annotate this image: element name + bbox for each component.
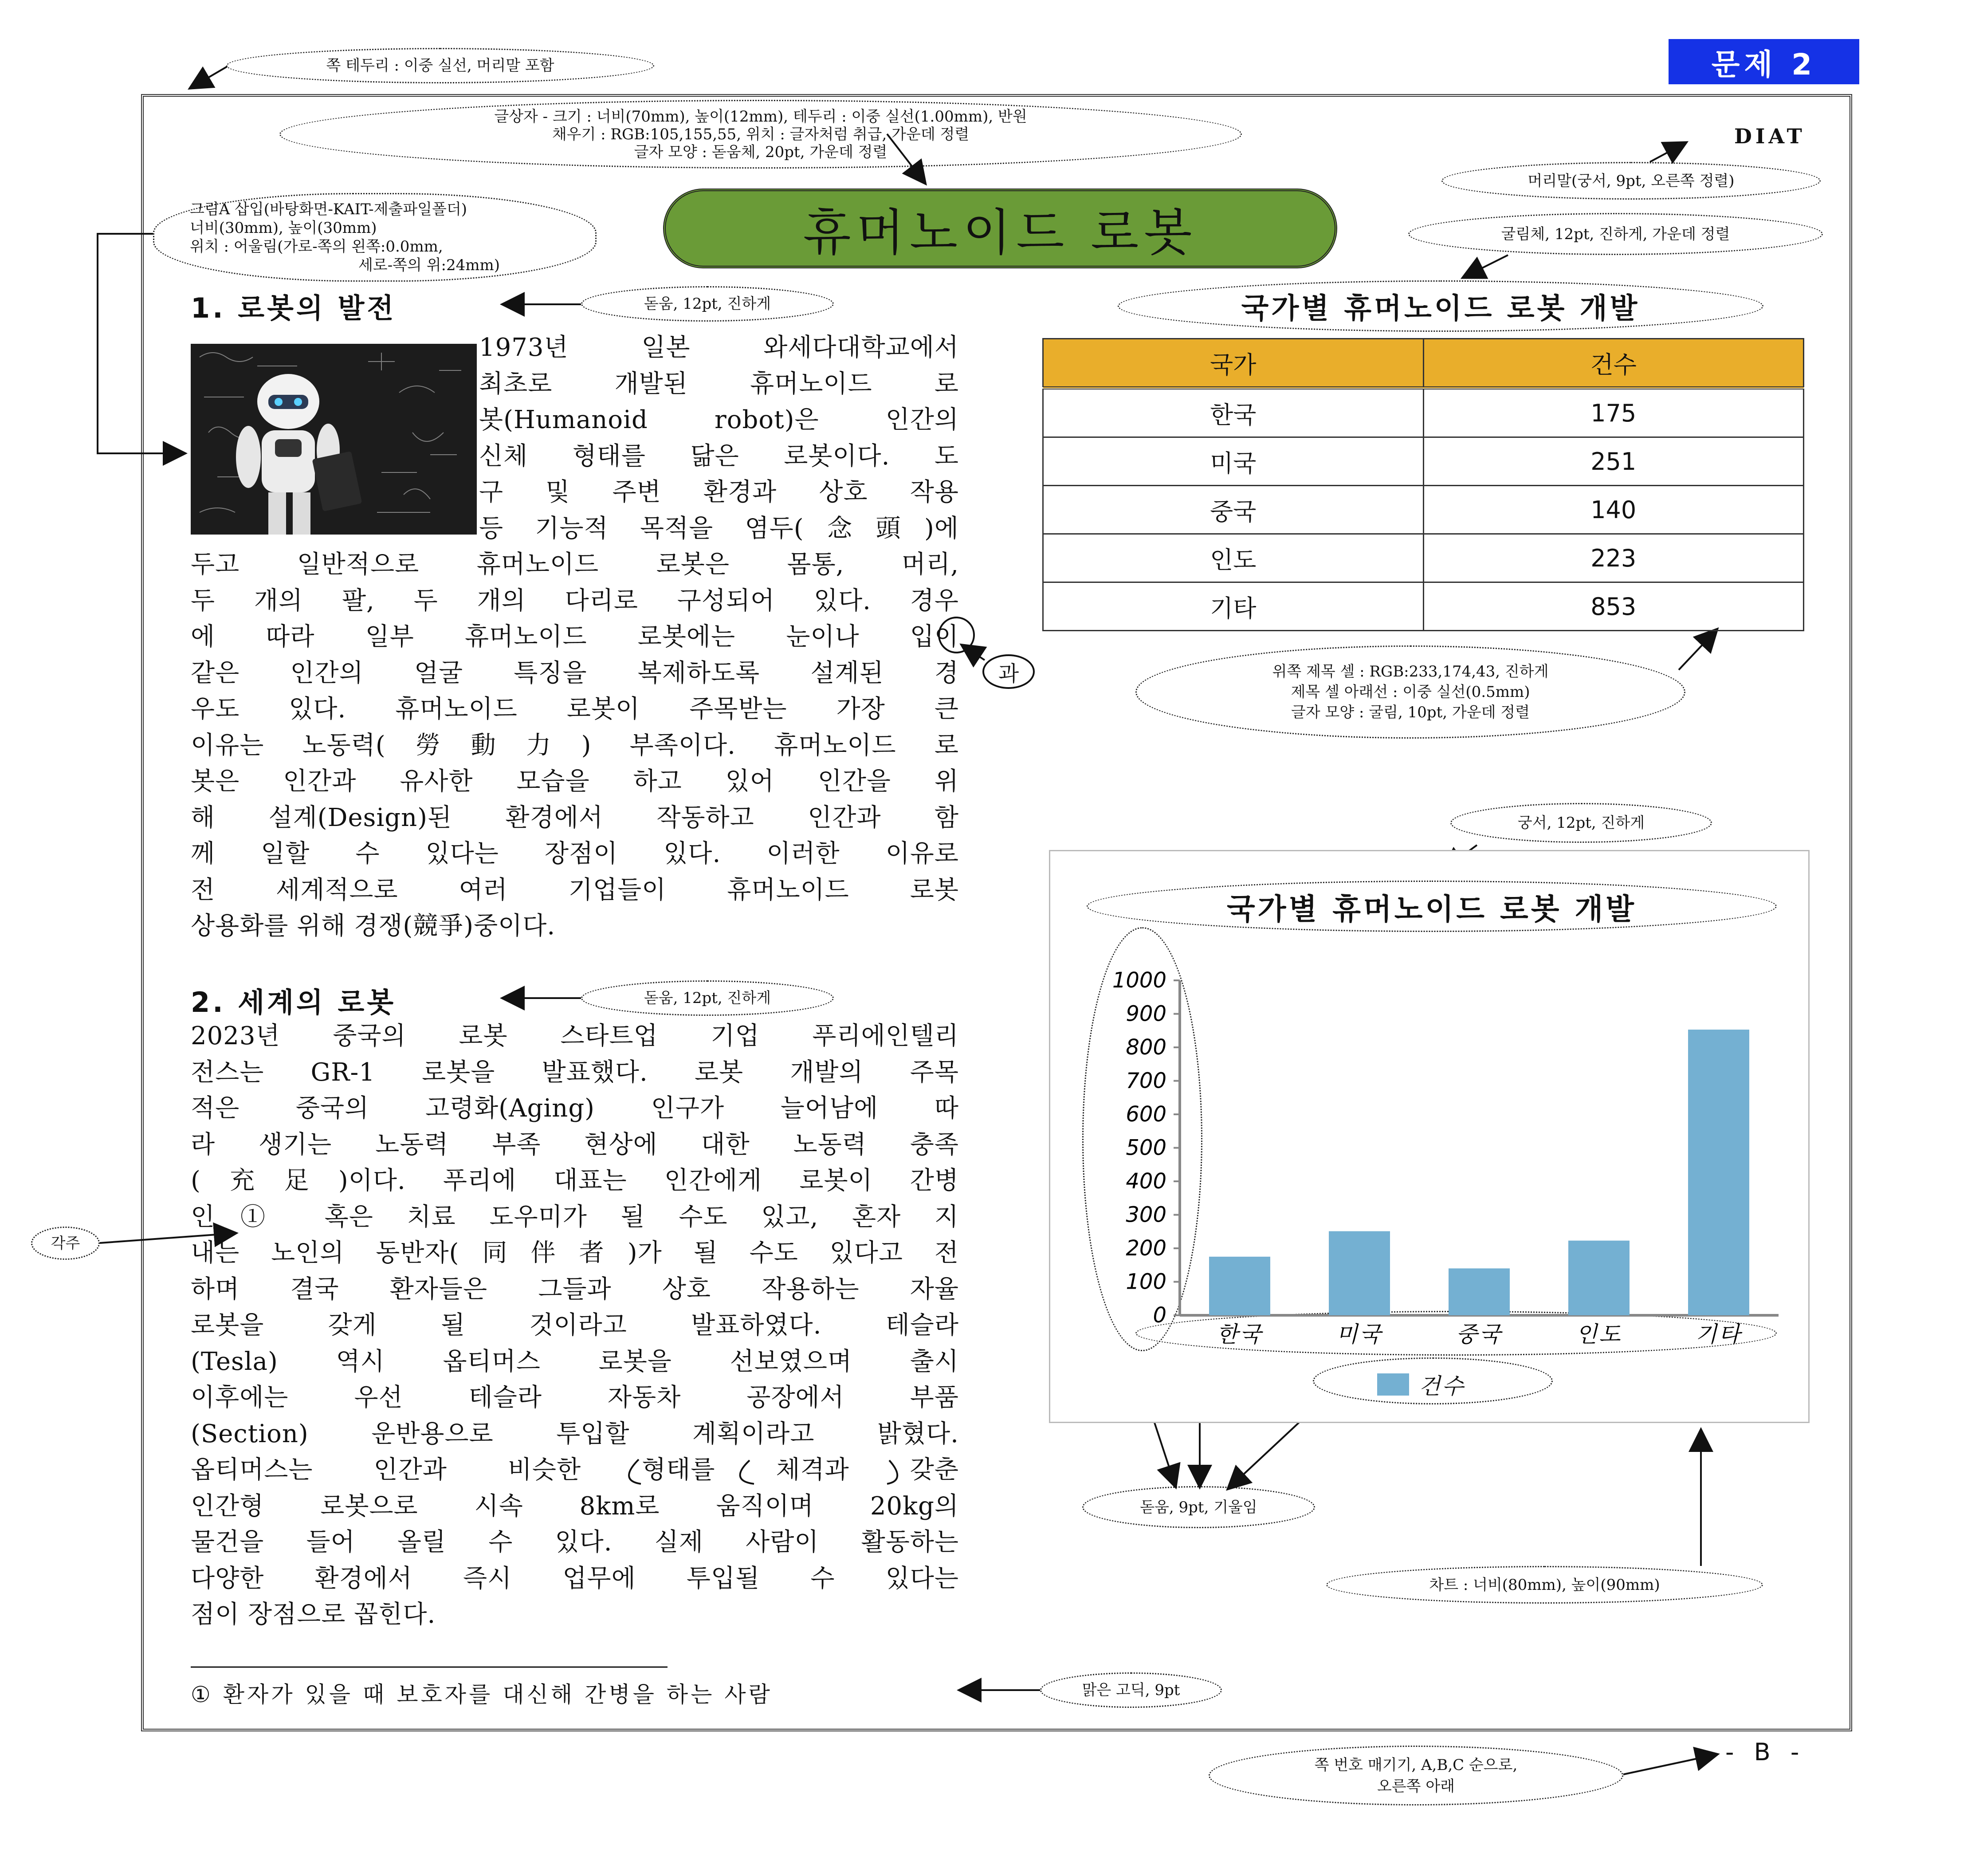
- text-line: 봇은 인간과 유사한 모습을 하고 있어 인간을 위: [191, 767, 959, 796]
- text-line: 1973년 일본 와세다대학교에서: [479, 333, 959, 362]
- text-line: 전스는 GR-1 로봇을 발표했다. 로봇 개발의 주목: [191, 1058, 959, 1087]
- x-tick-label: 기타: [1695, 1321, 1742, 1347]
- text-line: 우도 있다. 휴머노이드 로봇이 주목받는 가장 큰: [191, 695, 959, 724]
- y-tick-label: 900: [1126, 1001, 1166, 1026]
- text-line: 두고 일반적으로 휴머노이드 로봇은 몸통, 머리,: [191, 550, 959, 579]
- y-tick-label: 800: [1126, 1035, 1166, 1060]
- table-cell: 미국: [1043, 437, 1424, 486]
- table-cell: 853: [1423, 582, 1804, 631]
- callout-page-numbering: 쪽 번호 매기기, A,B,C 순으로, 오른쪽 아래: [1209, 1746, 1623, 1805]
- callout-heading2: 돋움, 12pt, 진하게: [581, 980, 834, 1016]
- text-line: 두 개의 팔, 두 개의 다리로 구성되어 있다. 경우: [191, 586, 959, 615]
- text-line: 인간형 로봇으로 시속 8km로 움직이며 20kg의: [191, 1491, 959, 1521]
- table-cell: 중국: [1043, 486, 1424, 534]
- text-line: 신체 형태를 닮은 로봇이다. 도: [479, 441, 959, 471]
- y-tick-label: 400: [1126, 1169, 1166, 1194]
- problem-badge: 문제 2: [1669, 39, 1859, 84]
- y-tick-label: 200: [1126, 1236, 1166, 1261]
- chart-bar: [1329, 1231, 1390, 1315]
- x-tick-label: 미국: [1336, 1321, 1383, 1347]
- text-line: 라 생기는 노동력 부족 현상에 대한 노동력 충족: [191, 1130, 959, 1159]
- table-cell: 한국: [1043, 388, 1424, 437]
- y-tick-label: 100: [1126, 1269, 1166, 1294]
- table-cell: 223: [1423, 534, 1804, 582]
- text-line: 하며 결국 환자들은 그들과 상호 작용하는 자율: [191, 1274, 959, 1304]
- callout-chart-title: 궁서, 12pt, 진하게: [1450, 803, 1712, 843]
- text-line: (Section) 운반용으로 투입할 계획이라고 밝혔다.: [191, 1419, 959, 1448]
- y-tick-label: 500: [1126, 1135, 1166, 1160]
- callout-header: 머리말(궁서, 9pt, 오른쪽 정렬): [1441, 162, 1821, 200]
- table-header-cell: 건수: [1423, 339, 1804, 388]
- text-line: 등 기능적 목적을 염두(念頭)에: [479, 514, 959, 543]
- table-cell: 기타: [1043, 582, 1424, 631]
- x-tick-label: 한국: [1216, 1321, 1263, 1347]
- text-line: 인① 혹은 치료 도우미가 될 수도 있고, 혼자 지: [191, 1202, 959, 1231]
- header-text: DIAT: [1734, 124, 1806, 148]
- text-line: (充足)이다. 푸리에 대표는 인간에게 로봇이 간병: [191, 1166, 959, 1195]
- text-line: 해 설계(Design)된 환경에서 작동하고 인간과 함: [191, 803, 959, 832]
- chart-bar: [1449, 1268, 1510, 1315]
- text-line: 전 세계적으로 여러 기업들이 휴머노이드 로봇: [191, 875, 959, 905]
- callout-image: 그림A 삽입(바탕화면-KAIT-제출파일폴더) 너비(30mm), 높이(30mm) 위치 : 어울림(가로-쪽의 왼쪽:0.0mm, 세로-쪽의 위:24mm): [153, 193, 597, 282]
- table-cell: 175: [1423, 388, 1804, 437]
- y-tick-label: 0: [1153, 1303, 1166, 1328]
- chart-bar: [1209, 1257, 1270, 1315]
- y-tick-label: 1000: [1112, 968, 1166, 993]
- callout-title-box: 글상자 - 크기 : 너비(70mm), 높이(12mm), 테두리 : 이중 실선(1.00mm), 반원 채우기 : RGB:105,155,55, 위치 : 글자처럼 취급, 가운데 정렬 글자 모양 : 돋움체, 20pt, 가운데 정렬: [279, 100, 1242, 169]
- text-line: (Tesla) 역시 옵티머스 로봇을 선보였으며 출시: [191, 1347, 959, 1376]
- callout-table-title: 굴림체, 12pt, 진하게, 가운데 정렬: [1408, 213, 1823, 255]
- chart-bar: [1568, 1241, 1630, 1315]
- legend-label: 건수: [1419, 1373, 1465, 1399]
- callout-chart-size: 차트 : 너비(80mm), 높이(90mm): [1326, 1566, 1763, 1604]
- text-line: 이유는 노동력(勞動力) 부족이다. 휴머노이드 로: [191, 731, 959, 760]
- text-line: 옵티머스는 인간과 비슷한 형태를 체격과 갖춘: [191, 1455, 959, 1484]
- text-line: 상용화를 위해 경쟁(競爭)중이다.: [191, 912, 556, 940]
- text-line: 께 일할 수 있다는 장점이 있다. 이러한 이유로: [191, 839, 959, 868]
- table-title-text: 국가별 휴머노이드 로봇 개발: [1241, 292, 1640, 325]
- text-line: 점이 장점으로 꼽힌다.: [191, 1600, 436, 1629]
- text-line: 2023년 중국의 로봇 스타트업 기업 푸리에인텔리: [191, 1022, 959, 1050]
- text-line: 최초로 개발된 휴머노이드 로: [479, 369, 959, 398]
- chart-bar: [1688, 1030, 1749, 1315]
- footnote: ① 환자가 있을 때 보호자를 대신해 간병을 하는 사람: [191, 1682, 773, 1707]
- text-line: 이후에는 우선 테슬라 자동차 공장에서 부품: [191, 1383, 959, 1412]
- callout-heading1: 돋움, 12pt, 진하게: [581, 286, 834, 322]
- callout-page-border: 쪽 테두리 : 이중 실선, 머리말 포함: [226, 48, 654, 83]
- text-line: 다양한 환경에서 즉시 업무에 투입될 수 있다는: [191, 1564, 959, 1593]
- y-tick-label: 700: [1126, 1068, 1166, 1093]
- text-line: 물건을 들어 올릴 수 있다. 실제 사람이 활동하는: [191, 1528, 959, 1557]
- text-line: 적은 중국의 고령화(Aging) 인구가 늘어남에 따: [191, 1094, 959, 1123]
- callout-footnote-font: 맑은 고딕, 9pt: [1040, 1672, 1222, 1708]
- x-tick-label: 중국: [1456, 1321, 1503, 1347]
- chart-legend: [1377, 1369, 1465, 1400]
- table-cell: 인도: [1043, 534, 1424, 582]
- text-line: 같은 인간의 얼굴 특징을 복제하도록 설계된 경: [191, 658, 959, 688]
- x-tick-label: 인도: [1575, 1321, 1622, 1347]
- table-cell: 251: [1423, 437, 1804, 486]
- text-line: 봇(Humanoid robot)은 인간의: [479, 405, 959, 434]
- callout-table-style: 위쪽 제목 셀 : RGB:233,174,43, 진하게 제목 셀 아래선 : 이중 실선(0.5mm) 글자 모양 : 굴림, 10pt, 가운데 정렬: [1135, 645, 1685, 739]
- text-line: 에 따라 일부 휴머노이드 로봇에는 눈이나 입이: [191, 622, 959, 651]
- table-header-cell: 국가: [1043, 339, 1424, 388]
- legend-swatch: [1377, 1373, 1409, 1396]
- chart-title-text: 국가별 휴머노이드 로봇 개발: [1226, 892, 1637, 926]
- page-number: - B -: [1725, 1738, 1806, 1766]
- section1-heading: 1. 로봇의 발전: [191, 292, 397, 324]
- section2-heading: 2. 세계의 로봇: [191, 986, 397, 1019]
- y-tick-label: 600: [1126, 1102, 1166, 1127]
- callout-footnote-mark: 각주: [31, 1227, 100, 1260]
- title-text: 휴머노이드 로봇: [803, 204, 1198, 262]
- typo-fix-text: 과: [998, 661, 1019, 686]
- text-line: 로봇을 갖게 될 것이라고 발표하였다. 테슬라: [191, 1311, 959, 1340]
- text-line: 구 및 주변 환경과 상호 작용: [479, 478, 959, 507]
- text-line: 내는 노인의 동반자(同伴者)가 될 수도 있다고 전: [191, 1239, 959, 1267]
- callout-axis-font: 돋움, 9pt, 기울임: [1082, 1486, 1315, 1528]
- table-cell: 140: [1423, 486, 1804, 534]
- y-tick-label: 300: [1126, 1202, 1166, 1227]
